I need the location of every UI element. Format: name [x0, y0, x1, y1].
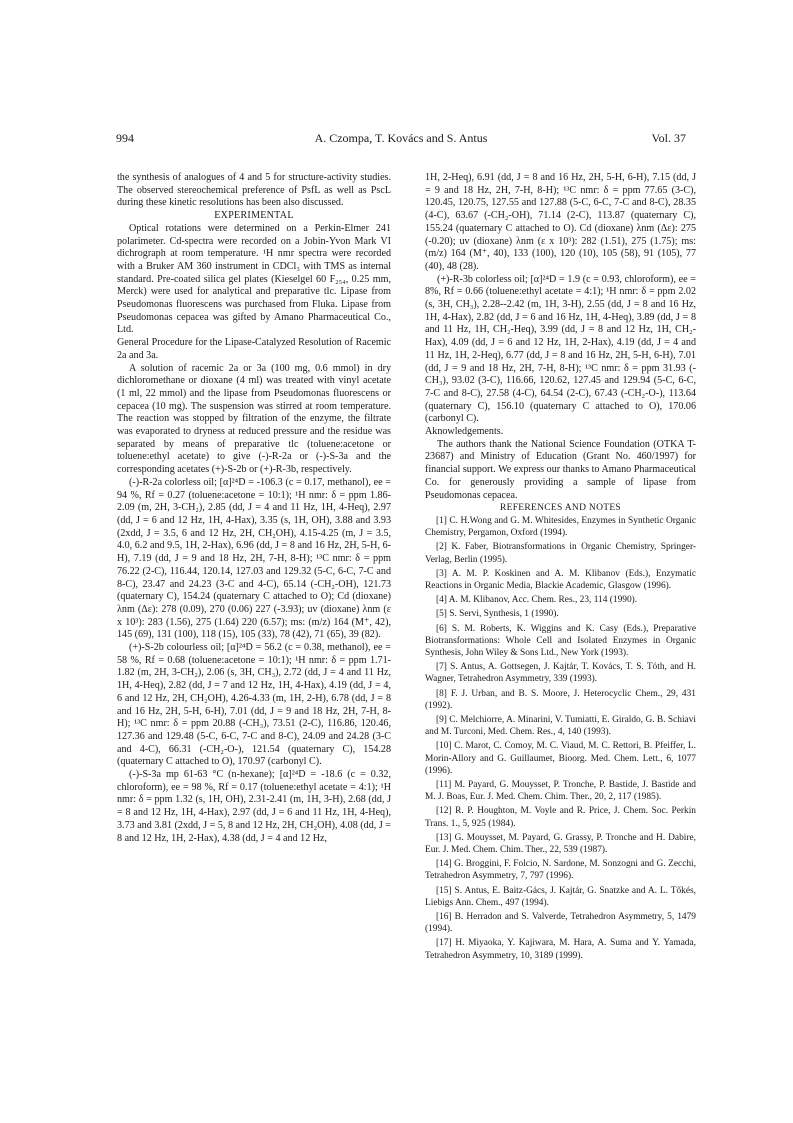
volume-label: Vol. 37 [651, 131, 686, 145]
reference-item: [13] G. Mouysset, M. Payard, G. Grassy, P. Tronche and H. Dabire, Eur. J. Med. Chem. Chim. Ther., 22, 539 (1987). [425, 832, 696, 856]
reference-item: [2] K. Faber, Biotransformations in Organic Chemistry, Springer-Verlag, Berlin (1995). [425, 542, 696, 565]
running-header-authors: A. Czompa, T. Kovács and S. Antus [314, 131, 488, 145]
references-list [425, 515, 696, 962]
reference-item: [12] R. P. Houghton, M. Voyle and R. Price, J. Chem. Soc. Perkin Trans. 1., 5, 925 (1984). [425, 806, 696, 829]
page-number: 994 [116, 131, 134, 145]
reference-item: [3] A. M. P. Koskinen and A. M. Klibanov (Eds.), Enzymatic Reactions in Organic Media, Blackie Academic, Glasgow (1996). [425, 568, 696, 591]
procedure-paragraph: A solution of racemic 2a or 3a (100 mg, 0.6 mmol) in dry dichloromethane or dioxane (4 ml) was treated with vinyl acetate (1 ml, 22 mmol) and the lipase from Pseudomonas fluorescens or cepacea (10 mg). The suspension was stirred at room temperature. The reaction was stopped by filtration of the enzyme, the filtrate was evaporated to dryness at reduced pressure and the residue was separated by means of preparative tlc (toluene:acetone or toluene:ethyl acetate) to give (-)-R-2a or (-)-S-3a and the corresponding acetates (+)-S-2b or (+)-R-3b, respectively. [117, 362, 391, 476]
section-title-experimental: EXPERIMENTAL [214, 210, 294, 222]
compound-s2b-paragraph: (+)-S-2b colourless oil; [α]²⁴D = 56.2 (c = 0.38, methanol), ee = 58 %, Rf = 0.68 (toluene:acetone = 10:1); ¹H nmr: δ = ppm 1.71-1.82 (m, 2H, 3-CH₂), 2.06 (s, 3H, CH₃), 2.72 (dd, J = 4 and 11 Hz, 1H, 4-Heq), 2.82 (dd, J = 7 and 12 Hz, 1H, 4-Hax), 4.19 (dd, J = 4, 6 and 12 Hz, 2H, CH₂OH), 4.26-4.33 (m, 1H, 2-H), 6.78 (dd, J = 8 and 16 Hz, 2H, 5-H, 6-H), 7.01 (dd, J = 9 and 18 Hz, 2H, 7-H, 8-H); ¹³C nmr: δ = ppm 20.88 (-CH₃), 73.51 (2-C), 116.86, 120.46, 127.36 and 129.48 (5-C, 6-C, 7-C and 8-C), 24.09 and 24.28 (3-C and 4-C), 66.31 (-CH₂-O-), 121.54 (quaternary C), 154.28 (quaternary C attached to O), 170.97 (carbonyl C). [117, 642, 391, 768]
reference-item: [16] B. Herradon and S. Valverde, Tetrahedron Asymmetry, 5, 1479 (1994). [425, 912, 696, 935]
reference-item: [4] A. M. Klibanov, Acc. Chem. Res., 23, 114 (1990). [436, 595, 638, 606]
reference-item: [10] C. Marot, C. Comoy, M. C. Viaud, M. C. Rettori, B. Pfeiffer, L. Morin-Allory and G. Guillaumet, Bioorg. Med. Chem. Lett., 6, 1077 (1996). [425, 741, 696, 776]
intro-paragraph: the synthesis of analogues of 4 and 5 for structure-activity studies. The observed stereochemical preference of PsfL as well as PscL during these kinetic resolutions has been also discussed. [117, 172, 391, 209]
reference-item: [8] F. J. Urban, and B. S. Moore, J. Heterocyclic Chem., 29, 431 (1992). [425, 688, 696, 711]
reference-item: [15] S. Antus, E. Baitz-Gács, J. Kajtár, G. Snatzke and A. L. Tőkés, Liebigs Ann. Chem., 497 (1994). [425, 885, 696, 908]
general-procedure-heading: General Procedure for the Lipase-Catalyzed Resolution of Racemic 2a and 3a. [117, 337, 391, 361]
compound-s3a-paragraph: (-)-S-3a mp 61-63 °C (n-hexane); [α]²⁴D = -18.6 (c = 0.32, chloroform), ee = 98 %, Rf = 0.17 (toluene:ethyl acetate = 4:1); ¹H nmr: δ = ppm 1.32 (s, 1H, OH), 2.31-2.41 (m, 1H, 3-H), 2.68 (dd, J = 8 and 12 Hz, 1H, 4-Hax), 2.97 (dd, J = 6 and 11 Hz, 1H, 4-Heq), 3.73 and 3.81 (2xdd, J = 5, 8 and 12 Hz, 2H, CH₂OH), 4.08 (dd, J = 8 and 12 Hz, 1H, 2-Hax), 4.38 (dd, J = 4 and 12 Hz, [117, 769, 391, 844]
references-heading: REFERENCES AND NOTES [499, 503, 622, 514]
reference-item: [14] G. Broggini, F. Folcio, N. Sardone, M. Sonzogni and G. Zecchi, Tetrahedron Asymmetry, 7, 797 (1996). [425, 859, 696, 882]
reference-item: [5] S. Servi, Synthesis, 1 (1990). [436, 609, 559, 620]
reference-item: [7] S. Antus, A. Gottsegen, J. Kajtár, T. Kovács, T. S. Tóth, and H. Wagner, Tetrahedron Asymmetry, 339 (1993). [425, 662, 696, 685]
running-header [116, 131, 686, 147]
compound-s3a-continued: 1H, 2-Heq), 6.91 (dd, J = 8 and 16 Hz, 2H, 5-H, 6-H), 7.15 (dd, J = 9 and 18 Hz, 2H, 7-H, 8-H); ¹³C nmr: δ = ppm 77.65 (3-C), 120.45, 120.75, 127.55 and 127.88 (5-C, 6-C, 7-C and 8-C), 28.35 (4-C), 63.67 (-CH₂-OH), 71.14 (2-C), 113.87 (quaternary C), 155.24 (quaternary C attached to O). Cd (dioxane) λnm (Δε): 275 (-0.20); uv (dioxane) λnm (ε x 10³): 282 (1.51), 275 (1.75); ms: (m/z) 164 (M⁺, 40), 133 (100), 120 (10), 105 (58), 91 (105), 77 (40), 48 (28). [425, 172, 696, 272]
right-column [425, 172, 696, 964]
compound-r2a-paragraph: (-)-R-2a colorless oil; [α]²⁴D = -106.3 (c = 0.17, methanol), ee = 94 %, Rf = 0.27 (toluene:acetone = 10:1); ¹H nmr: δ = ppm 1.86-2.09 (m, 2H, 3-CH₂), 2.85 (dd, J = 4 and 11 Hz, 1H, 4-Heq), 2.97 (dd, J = 6 and 12 Hz, 1H, 4-Hax), 3.35 (s, 1H, OH), 3.88 and 3.93 (2xdd, J = 3.5, 6 and 12 Hz, 2H, CH₂OH), 4.15-4.25 (m, J = 3.5, 4.0, 6.2 and 9.5, 1H, 2-Hax), 6.96 (dd, J = 8 and 16 Hz, 2H, 5-H, 6-H), 7.19 (dd, J = 9 and 18 Hz, 2H, 7-H, 8-H); ¹³C nmr: δ = ppm 76.22 (2-C), 116.44, 120.14, 127.03 and 129.32 (5-C, 6-C, 7-C and 8-C), 23.47 and 24.23 (3-C and 4-C), 65.14 (-CH₂-OH), 121.73 (quaternary C), 154.24 (quaternary C attached to O); Cd (dioxane) λnm (Δε): 278 (0.09), 270 (0.06) 227 (-3.93); uv (dioxane) λnm (ε x 10³): 283 (1.56), 275 (1.64) 220 (6.57); ms: (m/z) 164 (M⁺, 42), 145 (69), 131 (100), 118 (15), 105 (33), 78 (42), 71 (65), 39 (82). [117, 476, 391, 641]
reference-item: [9] C. Melchiorre, A. Minarini, V. Tumiatti, E. Giraldo, G. B. Schiavi and M. Turconi, Med. Chem. Res., 4, 140 (1993). [425, 715, 696, 738]
reference-item: [17] H. Miyaoka, Y. Kajiwara, M. Hara, A. Suma and Y. Yamada, Tetrahedron Asymmetry, 10, 3189 (1999). [425, 938, 696, 961]
reference-item: [6] S. M. Roberts, K. Wiggins and K. Casy (Eds.), Preparative Biotransformations: Whole Cell and Isolated Enzymes in Organic Synthesis, John Wiley & Sons Ltd., New York (1993). [425, 623, 696, 659]
experimental-paragraph: Optical rotations were determined on a Perkin-Elmer 241 polarimeter. Cd-spectra were recorded on a Jobin-Yvon Mark VI dichrograph at room temperature. ¹H nmr spectra were recorded with a Bruker AM 360 instrument in CDCl₃ with TMS as internal standard. Pre-coated silica gel plates (Kieselgel 60 F₂₅₄, 0.25 mm, Merck) were used for analytical and preparative tlc. Lipase from Pseudomonas fluorescens was purchased from Fluka. Lipase from Pseudomonas cepacea was gifted by Amano Pharmaceutical Co., Ltd. [117, 222, 391, 336]
reference-item: [1] C. H.Wong and G. M. Whitesides, Enzymes in Synthetic Organic Chemistry, Pergamon, Oxford (1994). [425, 515, 696, 539]
compound-r3b-paragraph: (+)-R-3b colorless oil; [α]²⁴D = 1.9 (c = 0.93, chloroform), ee = 8%, Rf = 0.66 (toluene:ethyl acetate = 4:1); ¹H nmr: δ = ppm 2.02 (s, 3H, CH₃), 2.28--2.42 (m, 1H, 3-H), 2.55 (dd, J = 8 and 16 Hz, 1H, 4-Hax), 2.82 (dd, J = 6 and 16 Hz, 1H, 4-Heq), 3.89 (dd, J = 8 and 11 Hz, 1H, CH₂-Heq), 3.99 (dd, J = 8 and 12 Hz, 1H, CH₂-Hax), 4.09 (dd, J = 6 and 12 Hz, 1H, 2-Hax), 4.19 (dd, J = 4 and 11 Hz, 1H, 2-Heq), 6.77 (dd, J = 8 and 16 Hz, 2H, 5-H, 6-H), 7.01 (dd, J = 9 and 18 Hz, 2H, 7-H, 8-H); ¹³C nmr: δ = ppm 31.93 (-CH₃), 93.02 (3-C), 116.66, 120.62, 127.45 and 129.94 (5-C, 6-C, 7-C and 8-C), 27.58 (4-C), 64.54 (2-C), 67.43 (-CH₂-O-), 113.64 (quaternary C), 156.10 (quaternary C attached to O), 170.06 (carbonyl C). [425, 273, 696, 425]
left-column [117, 172, 391, 845]
acknowledgements-heading: Aknowledgements. [425, 426, 504, 438]
acknowledgements-text: The authors thank the National Science Foundation (OTKA T-23687) and Ministry of Education (Grant No. 460/1997) for financial support. We express our thanks to Amano Pharmaceutical Co. for generously providing a sample of lipase from Pseudomonas cepacea. [425, 438, 696, 501]
reference-item: [11] M. Payard, G. Mouysset, P. Tronche, P. Bastide, J. Bastide and M. J. Boas, Eur. J. Med. Chem. Chim. Ther., 20, 2, 117 (1985). [425, 780, 696, 803]
